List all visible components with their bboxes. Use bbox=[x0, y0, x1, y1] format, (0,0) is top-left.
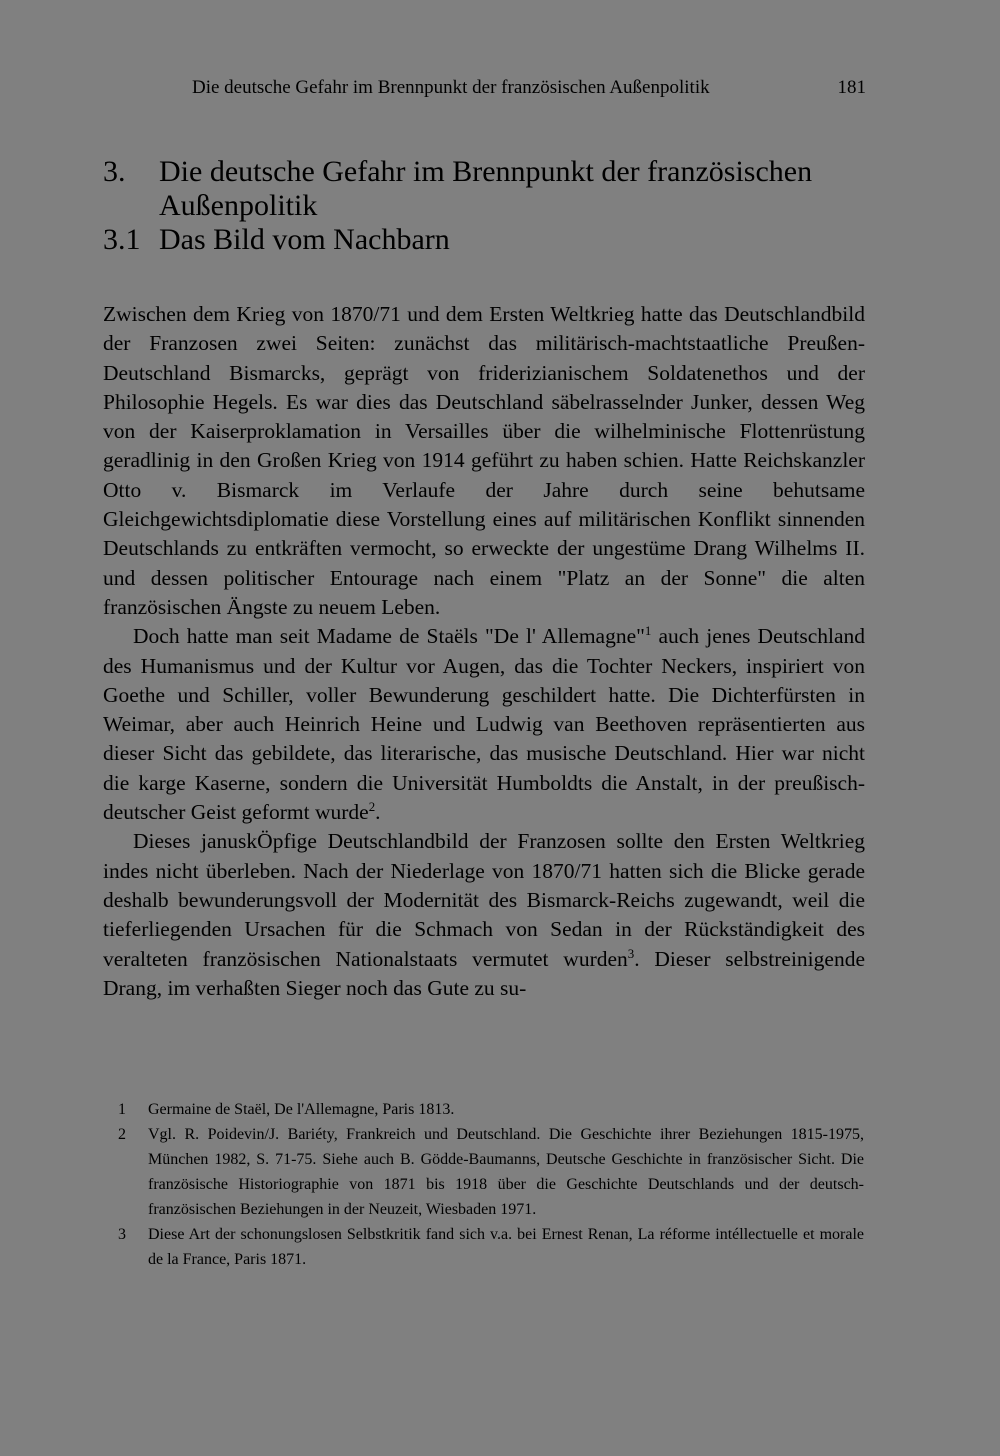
footnote-text: Germaine de Staël, De l'Allemagne, Paris 1813. bbox=[148, 1101, 455, 1118]
footnote-ref[interactable]: 1 bbox=[644, 624, 652, 639]
section-title: Das Bild vom Nachbarn bbox=[159, 223, 450, 256]
section-number: 3.1 bbox=[103, 223, 141, 256]
footnote-number: 3 bbox=[118, 1226, 126, 1243]
chapter-headings bbox=[103, 155, 883, 257]
footnote-number: 1 bbox=[118, 1101, 126, 1118]
footnote bbox=[112, 1122, 864, 1222]
footnote-ref[interactable]: 2 bbox=[368, 799, 376, 814]
paragraph-text-cont: auch jenes Deutschland des Humanismus und der Kultur vor Augen, das die Tochter Neckers, inspiriert von Goethe und Schiller, voller Bewunderung geschildert hatte. Die Dichterfürsten in Weimar, aber auch Heinrich Heine und Ludwig van Beethoven repräsentierten aus dieser Sicht das gebildete, das literarische, das musische Deutschland. Hier war nicht die karge Kaserne, sondern die Universität Humboldts die Anstalt, in der preußisch-deutscher Geist geformt wurde bbox=[103, 624, 866, 825]
paragraph-text: Zwischen dem Krieg von 1870/71 und dem Ersten Weltkrieg hatte das Deutschlandbild der Franzosen zwei Seiten: zunächst das militärisch-machtstaatliche Preußen-Deutschland Bismarcks, geprägt von friderizianischem Soldatenethos und der Philosophie Hegels. Es war dies das Deutschland säbelrasselnder Junker, dessen Weg von der Kaiserproklamation in Versailles über die wilhelminische Flottenrüstung geradlinig in den Großen Krieg von 1914 geführt zu haben schien. Hatte Reichskanzler Otto v. Bismarck im Verlaufe der Jahre durch seine behutsame Gleichgewichtsdiplomatie diese Vorstellung eines auf militärischen Konflikt sinnenden Deutschlands zu entkräften vermocht, so erweckte der ungestüme Drang Wilhelms II. und dessen politischer Entourage nach einem "Platz an der Sonne" die alten französischen Ängste zu neuem Leben. bbox=[103, 302, 865, 619]
paragraph-text: Doch hatte man seit Madame de Staëls "De l' Allemagne" bbox=[133, 624, 645, 649]
footnotes bbox=[112, 1097, 864, 1272]
paragraph-text: Dieses januskÖpfige Deutschlandbild der Franzosen sollte den Ersten Weltkrieg indes nicht überleben. Nach der Niederlage von 1870/71 hatten sich die Blicke gerade deshalb bewunderungsvoll der Modernität des Bismarck-Reichs zugewandt, weil die tieferliegenden Ursachen für die Schmach von Sedan in der Rückständigkeit des veralteten französischen Nationalstaats vermutet wurden bbox=[103, 829, 865, 971]
paragraph bbox=[103, 622, 865, 827]
paragraph-text-end: . bbox=[375, 800, 381, 825]
footnote bbox=[112, 1222, 864, 1272]
footnote-ref[interactable]: 3 bbox=[627, 946, 635, 961]
section-heading bbox=[103, 223, 883, 257]
footnote-text: Diese Art der schonungslosen Selbstkritik fand sich v.a. bei Ernest Renan, La réforme intéllectuelle et morale de la France, Paris 1871. bbox=[148, 1226, 864, 1268]
page-number: 181 bbox=[837, 77, 866, 98]
running-head-title: Die deutsche Gefahr im Brennpunkt der französischen Außenpolitik bbox=[192, 77, 710, 98]
paragraph bbox=[103, 300, 865, 622]
body-text bbox=[103, 300, 865, 1003]
paragraph-text-cont: . Dieser selbstreinigende Drang, im verhaßten Sieger noch das Gute zu su- bbox=[103, 946, 865, 1000]
footnote bbox=[112, 1097, 864, 1122]
paragraph bbox=[103, 827, 865, 1003]
footnote-number: 2 bbox=[118, 1126, 126, 1143]
chapter-number: 3. bbox=[103, 155, 126, 188]
footnote-text: Vgl. R. Poidevin/J. Bariéty, Frankreich und Deutschland. Die Geschichte ihrer Beziehungen 1815-1975, München 1982, S. 71-75. Siehe auch B. Gödde-Baumanns, Deutsche Geschichte in französischer Sicht. Die französische Historiographie von 1871 bis 1918 über die Geschichte Deutschlands und der deutsch-französischen Beziehungen in der Neuzeit, Wiesbaden 1971. bbox=[148, 1126, 864, 1218]
chapter-heading bbox=[103, 155, 883, 223]
chapter-title: Die deutsche Gefahr im Brennpunkt der französischen Außenpolitik bbox=[159, 155, 813, 222]
